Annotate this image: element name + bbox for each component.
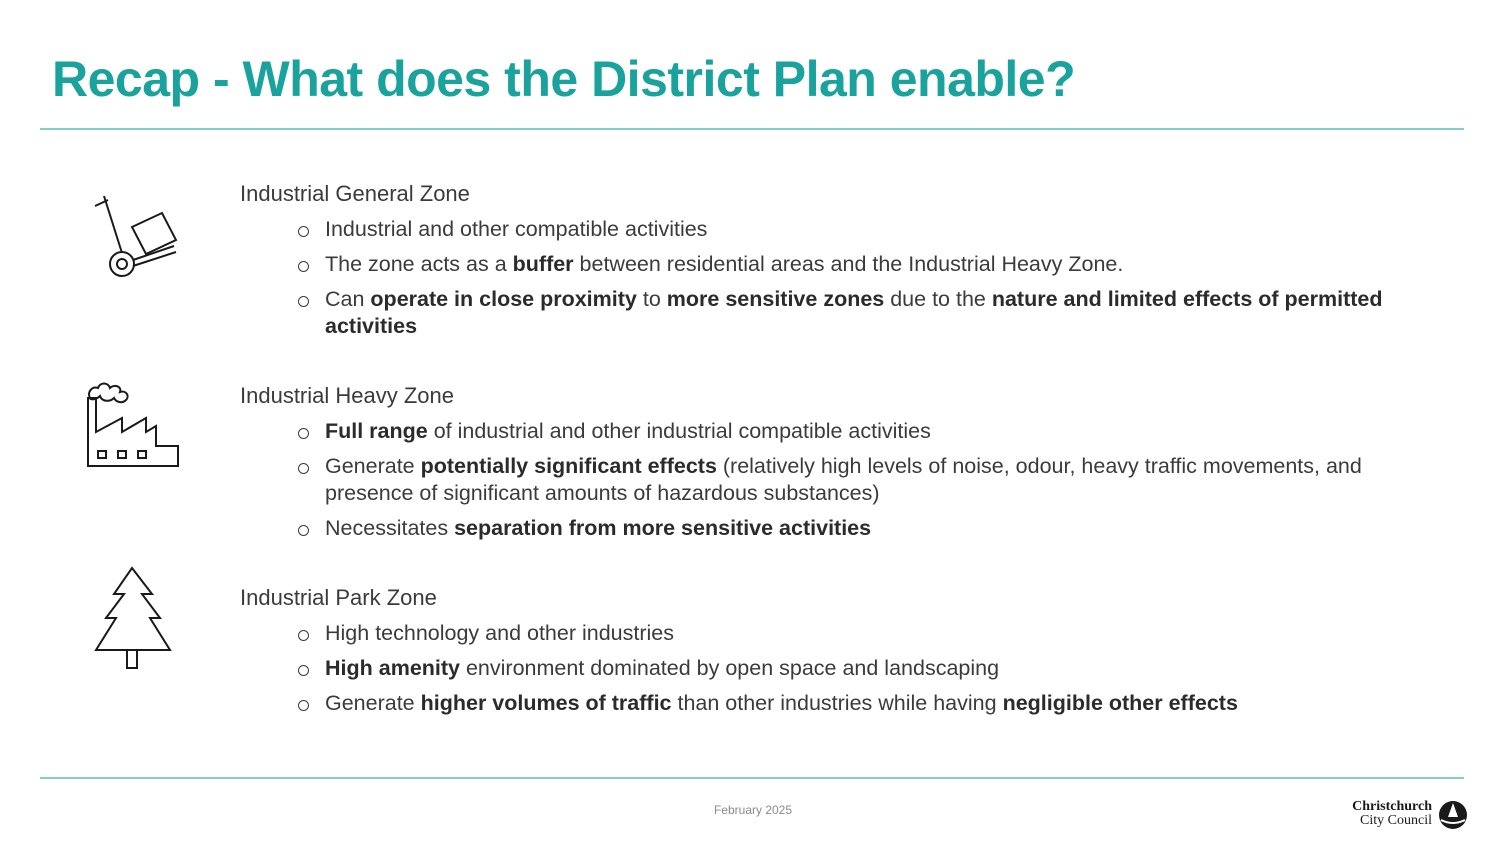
section-industrial-park bbox=[240, 585, 1440, 725]
factory-icon bbox=[84, 380, 182, 470]
section-title: Industrial Park Zone bbox=[240, 585, 437, 610]
cathedral-logo-icon bbox=[1438, 800, 1468, 835]
bullet-list bbox=[240, 216, 1440, 340]
bullet-item: Can operate in close proximity to more sensitive zones due to the nature and limited effects of permitted activities bbox=[325, 286, 1440, 340]
section-industrial-heavy bbox=[240, 383, 1440, 550]
logo-text bbox=[1352, 800, 1432, 828]
bullet-item: Industrial and other compatible activities bbox=[325, 216, 1440, 243]
bullet-item: Full range of industrial and other industrial compatible activities bbox=[325, 418, 1440, 445]
logo-line1: Christchurch bbox=[1352, 799, 1432, 814]
header-divider bbox=[40, 128, 1464, 130]
council-logo bbox=[1338, 798, 1468, 834]
bullet-item: High technology and other industries bbox=[325, 620, 1440, 647]
bullet-item: Necessitates separation from more sensitive activities bbox=[325, 515, 1440, 542]
slide-title: Recap - What does the District Plan enable? bbox=[52, 51, 1076, 107]
hand-truck-icon bbox=[92, 190, 182, 282]
bullet-item: High amenity environment dominated by open space and landscaping bbox=[325, 655, 1440, 682]
section-industrial-general bbox=[240, 181, 1440, 348]
bullet-item: The zone acts as a buffer between residential areas and the Industrial Heavy Zone. bbox=[325, 251, 1440, 278]
bullet-list bbox=[240, 418, 1440, 542]
bullet-list bbox=[240, 620, 1440, 717]
footer-divider bbox=[40, 777, 1464, 779]
footer-date: February 2025 bbox=[713, 803, 793, 817]
section-title: Industrial General Zone bbox=[240, 181, 470, 206]
bullet-item: Generate potentially significant effects (relatively high levels of noise, odour, heavy traffic movements, and presence of significant amounts of hazardous substances) bbox=[325, 453, 1440, 507]
bullet-item: Generate higher volumes of traffic than other industries while having negligible other effects bbox=[325, 690, 1440, 717]
section-title: Industrial Heavy Zone bbox=[240, 383, 454, 408]
pine-tree-icon bbox=[94, 566, 172, 672]
logo-line2: City Council bbox=[1360, 813, 1432, 828]
